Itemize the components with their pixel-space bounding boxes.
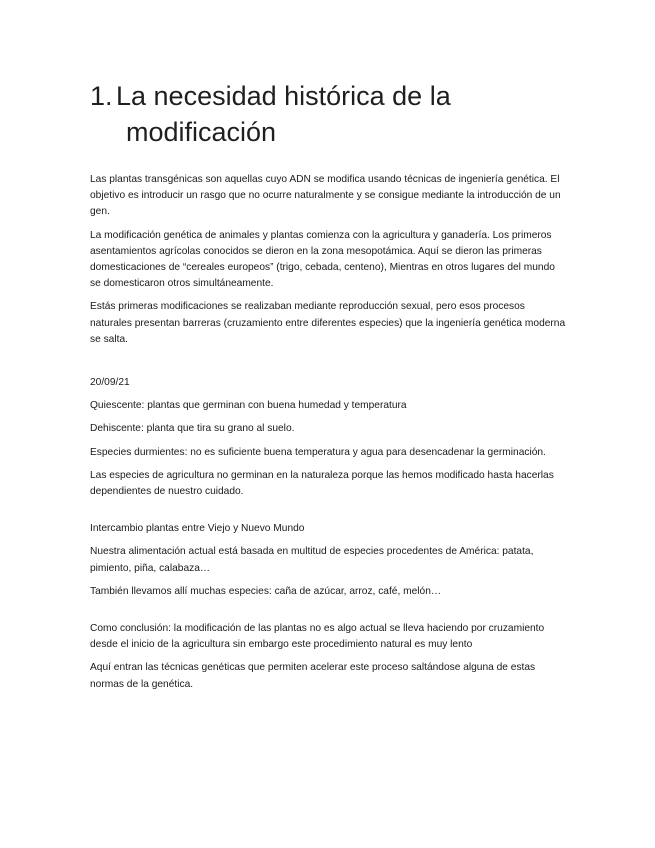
paragraph-history: La modificación genética de animales y plantas comienza con la agricultura y ganadería. Los primeros asentamientos agrícolas conocidos se dieron en la zona mesopotámica. Aquí se dieron las primeras domesticaciones de “cereales europeos” (trigo, cebada, centeno), Mientras en otros lugares del mundo se domesticaron otros simultáneamente. xyxy=(90,229,555,290)
title-line-1: La necesidad histórica de la xyxy=(116,81,451,111)
title-number: 1. xyxy=(90,81,113,111)
paragraph-sexual-reproduction: Estás primeras modificaciones se realizaban mediante reproducción sexual, pero esos procesos naturales presentan barreras (cruzamiento entre diferentes especies) que la ingeniería genética moderna se salta. xyxy=(90,301,566,345)
spacer xyxy=(90,507,566,521)
paragraph-genetic-techniques: Aquí entran las técnicas genéticas que permiten acelerar este proceso saltándose alguna de estas normas de la genética. xyxy=(90,662,536,690)
spacer xyxy=(90,607,566,621)
paragraph-america-species: Nuestra alimentación actual está basada en multitud de especies procedentes de América: patata, pimiento, piña, calabaza… xyxy=(90,546,534,574)
spacer xyxy=(90,355,566,375)
page-title xyxy=(90,78,590,150)
document-body xyxy=(90,172,566,700)
paragraph-transgenic-definition: Las plantas transgénicas son aquellas cuyo ADN se modifica usando técnicas de ingeniería genética. El objetivo es introducir un rasgo que no ocurre naturalmente y se consigue mediante la introducción de un gen. xyxy=(90,174,561,218)
paragraph-quiescent: Quiescente: plantas que germinan con buena humedad y temperatura xyxy=(90,400,407,412)
date-heading: 20/09/21 xyxy=(90,377,130,389)
paragraph-dehiscent: Dehiscente: planta que tira su grano al suelo. xyxy=(90,423,295,435)
section-heading-exchange: Intercambio plantas entre Viejo y Nuevo Mundo xyxy=(90,523,305,535)
paragraph-dormant: Especies durmientes: no es suficiente buena temperatura y agua para desencadenar la germinación. xyxy=(90,446,546,458)
paragraph-conclusion: Como conclusión: la modificación de las plantas no es algo actual se lleva haciendo por cruzamiento desde el inicio de la agricultura sin embargo este procedimiento natural es muy lento xyxy=(90,623,545,651)
title-line-2: modificación xyxy=(126,117,277,147)
paragraph-exported-species: También llevamos allí muchas especies: caña de azúcar, arroz, café, melón… xyxy=(90,585,442,597)
paragraph-agriculture-species: Las especies de agricultura no germinan en la naturaleza porque las hemos modificado hasta hacerlas dependientes de nuestro cuidado. xyxy=(90,469,554,498)
